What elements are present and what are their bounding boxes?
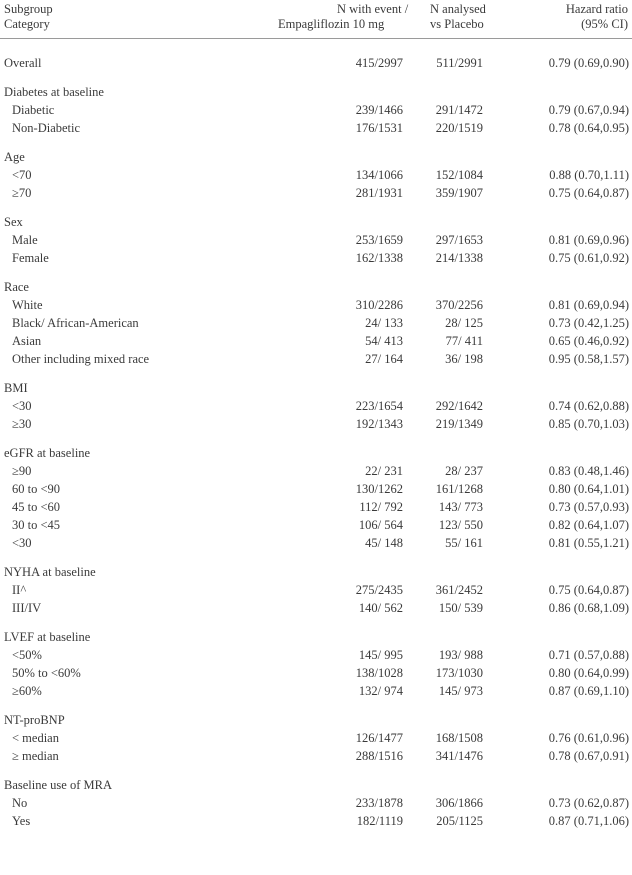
table-row xyxy=(0,480,632,498)
empagliflozin-value: 22/ 231 xyxy=(365,464,403,478)
row-label: ≥70 xyxy=(12,186,32,200)
hazard-ratio-value: 0.71 (0.57,0.88) xyxy=(548,648,629,662)
placebo-value: 28/ 237 xyxy=(445,464,483,478)
row-label: <30 xyxy=(12,536,32,550)
placebo-value: 214/1338 xyxy=(435,251,483,265)
table-row xyxy=(0,296,632,314)
table-row xyxy=(0,534,632,552)
group-spacer xyxy=(0,765,632,776)
subgroup-title: LVEF at baseline xyxy=(4,630,91,644)
hazard-ratio-value: 0.81 (0.69,0.96) xyxy=(548,233,629,247)
row-label: Male xyxy=(12,233,38,247)
empagliflozin-value: 140/ 562 xyxy=(358,601,403,615)
placebo-value: 306/1866 xyxy=(435,796,483,810)
row-label: ≥90 xyxy=(12,464,32,478)
hazard-ratio-value: 0.83 (0.48,1.46) xyxy=(548,464,629,478)
group-spacer xyxy=(0,433,632,444)
row-label: III/IV xyxy=(12,601,42,615)
row-label: Female xyxy=(12,251,49,265)
subgroup-title: Sex xyxy=(4,215,23,229)
placebo-value: 193/ 988 xyxy=(438,648,483,662)
row-label: Overall xyxy=(4,56,42,70)
hazard-ratio-value: 0.78 (0.64,0.95) xyxy=(548,121,629,135)
empagliflozin-value: 54/ 413 xyxy=(365,334,403,348)
table-row xyxy=(0,599,632,617)
group-spacer xyxy=(0,617,632,628)
header-analysed-label: N analysed xyxy=(430,2,486,16)
row-label: White xyxy=(12,298,43,312)
empagliflozin-value: 126/1477 xyxy=(355,731,403,745)
hazard-ratio-value: 0.82 (0.64,1.07) xyxy=(548,518,629,532)
hazard-ratio-value: 0.95 (0.58,1.57) xyxy=(548,352,629,366)
hazard-ratio-value: 0.81 (0.55,1.21) xyxy=(548,536,629,550)
placebo-value: 55/ 161 xyxy=(445,536,483,550)
subgroup-title: Race xyxy=(4,280,29,294)
group-spacer xyxy=(0,267,632,278)
table-row xyxy=(0,332,632,350)
table-body xyxy=(0,40,632,830)
placebo-value: 173/1030 xyxy=(435,666,483,680)
hazard-ratio-value: 0.75 (0.64,0.87) xyxy=(548,186,629,200)
hazard-ratio-value: 0.73 (0.62,0.87) xyxy=(548,796,629,810)
table-row-overall xyxy=(0,54,632,72)
subgroup-title: Age xyxy=(4,150,25,164)
table-row xyxy=(0,682,632,700)
table-row xyxy=(0,462,632,480)
placebo-value: 77/ 411 xyxy=(445,334,483,348)
row-label: Asian xyxy=(12,334,42,348)
hazard-ratio-value: 0.75 (0.61,0.92) xyxy=(548,251,629,265)
row-label: 60 to <90 xyxy=(12,482,61,496)
table-row xyxy=(0,184,632,202)
subgroup-title: BMI xyxy=(4,381,28,395)
placebo-value: 220/1519 xyxy=(435,121,483,135)
table-row xyxy=(0,415,632,433)
placebo-value: 150/ 539 xyxy=(438,601,483,615)
row-label: <30 xyxy=(12,399,32,413)
empagliflozin-value: 281/1931 xyxy=(355,186,403,200)
row-label: ≥ median xyxy=(12,749,59,763)
table-row xyxy=(0,812,632,830)
subgroup-title: eGFR at baseline xyxy=(4,446,91,460)
placebo-value: 143/ 773 xyxy=(438,500,483,514)
placebo-value: 145/ 973 xyxy=(438,684,483,698)
row-label: Diabetic xyxy=(12,103,55,117)
row-label: ≥30 xyxy=(12,417,32,431)
row-label: <70 xyxy=(12,168,32,182)
hazard-ratio-value: 0.78 (0.67,0.91) xyxy=(548,749,629,763)
hazard-ratio-value: 0.65 (0.46,0.92) xyxy=(548,334,629,348)
row-label: Non-Diabetic xyxy=(12,121,81,135)
placebo-value: 370/2256 xyxy=(435,298,483,312)
hazard-ratio-value: 0.87 (0.71,1.06) xyxy=(548,814,629,828)
empagliflozin-value: 27/ 164 xyxy=(365,352,403,366)
hazard-ratio-value: 0.80 (0.64,0.99) xyxy=(548,666,629,680)
subgroup-title: NT-proBNP xyxy=(4,713,65,727)
group-spacer xyxy=(0,202,632,213)
row-label: Yes xyxy=(12,814,31,828)
hazard-ratio-value: 0.86 (0.68,1.09) xyxy=(548,601,629,615)
hazard-ratio-value: 0.87 (0.69,1.10) xyxy=(548,684,629,698)
subgroup-list xyxy=(0,72,632,830)
row-label: Other including mixed race xyxy=(12,352,150,366)
table-row xyxy=(0,498,632,516)
header-ci-label: (95% CI) xyxy=(581,17,628,31)
header-events-label: N with event / xyxy=(337,2,409,16)
row-label: No xyxy=(12,796,28,810)
hazard-ratio-value: 0.73 (0.42,1.25) xyxy=(548,316,629,330)
empagliflozin-value: 132/ 974 xyxy=(358,684,403,698)
row-label: 45 to <60 xyxy=(12,500,61,514)
table-row xyxy=(0,646,632,664)
empagliflozin-value: 145/ 995 xyxy=(358,648,403,662)
table-row xyxy=(0,664,632,682)
subgroup-title: NYHA at baseline xyxy=(4,565,96,579)
placebo-value: 219/1349 xyxy=(435,417,483,431)
empagliflozin-value: 24/ 133 xyxy=(365,316,403,330)
header-empagliflozin-label: Empagliflozin 10 mg xyxy=(278,17,385,31)
header-subgroup xyxy=(4,2,53,32)
empagliflozin-value: 138/1028 xyxy=(355,666,403,680)
group-spacer xyxy=(0,137,632,148)
subgroup-title: Baseline use of MRA xyxy=(4,778,112,792)
table-row xyxy=(0,794,632,812)
group-spacer xyxy=(0,368,632,379)
header-subgroup-label: Subgroup xyxy=(4,2,53,16)
empagliflozin-value: 288/1516 xyxy=(355,749,403,763)
table-row xyxy=(0,231,632,249)
hazard-ratio-value: 0.80 (0.64,1.01) xyxy=(548,482,629,496)
hazard-ratio-value: 0.73 (0.57,0.93) xyxy=(548,500,629,514)
hazard-ratio-value: 0.85 (0.70,1.03) xyxy=(548,417,629,431)
placebo-value: 359/1907 xyxy=(435,186,483,200)
placebo-value: 28/ 125 xyxy=(445,316,483,330)
row-label: Black/ African-American xyxy=(12,316,139,330)
row-label: <50% xyxy=(12,648,42,662)
empagliflozin-value: 192/1343 xyxy=(355,417,403,431)
group-spacer xyxy=(0,700,632,711)
header-category-label: Category xyxy=(4,17,50,31)
empagliflozin-value: 112/ 792 xyxy=(359,500,403,514)
table-row xyxy=(0,350,632,368)
placebo-value: 36/ 198 xyxy=(445,352,483,366)
empagliflozin-value: 162/1338 xyxy=(355,251,403,265)
hazard-ratio-value: 0.81 (0.69,0.94) xyxy=(548,298,629,312)
subgroup-title: Diabetes at baseline xyxy=(4,85,104,99)
empagliflozin-value: 134/1066 xyxy=(355,168,403,182)
table-row xyxy=(0,101,632,119)
empagliflozin-value: 415/2997 xyxy=(355,56,403,70)
row-label: ≥60% xyxy=(12,684,42,698)
hazard-ratio-value: 0.75 (0.64,0.87) xyxy=(548,583,629,597)
placebo-value: 123/ 550 xyxy=(438,518,483,532)
placebo-value: 297/1653 xyxy=(435,233,483,247)
table-row xyxy=(0,314,632,332)
hazard-ratio-value: 0.76 (0.61,0.96) xyxy=(548,731,629,745)
hazard-ratio-value: 0.88 (0.70,1.11) xyxy=(549,168,629,182)
table-row xyxy=(0,119,632,137)
placebo-value: 292/1642 xyxy=(435,399,483,413)
empagliflozin-value: 239/1466 xyxy=(355,103,403,117)
placebo-value: 341/1476 xyxy=(435,749,483,763)
empagliflozin-value: 275/2435 xyxy=(355,583,403,597)
table-row xyxy=(0,729,632,747)
group-spacer xyxy=(0,552,632,563)
empagliflozin-value: 176/1531 xyxy=(355,121,403,135)
row-label: II^ xyxy=(12,583,27,597)
row-label: 50% to <60% xyxy=(12,666,81,680)
row-label: < median xyxy=(12,731,59,745)
group-spacer xyxy=(0,72,632,83)
hazard-ratio-value: 0.79 (0.69,0.90) xyxy=(548,56,629,70)
table-row xyxy=(0,581,632,599)
table-row xyxy=(0,249,632,267)
row-label: 30 to <45 xyxy=(12,518,61,532)
header-hazard-ratio xyxy=(520,2,628,32)
table-row xyxy=(0,166,632,184)
placebo-value: 511/2991 xyxy=(436,56,483,70)
empagliflozin-value: 106/ 564 xyxy=(358,518,403,532)
placebo-value: 205/1125 xyxy=(436,814,483,828)
header-hazard-ratio-label: Hazard ratio xyxy=(565,2,628,16)
hazard-ratio-value: 0.79 (0.67,0.94) xyxy=(548,103,629,117)
empagliflozin-value: 45/ 148 xyxy=(365,536,403,550)
table-row xyxy=(0,397,632,415)
empagliflozin-value: 182/1119 xyxy=(356,814,403,828)
placebo-value: 152/1084 xyxy=(435,168,483,182)
table-row xyxy=(0,516,632,534)
empagliflozin-value: 223/1654 xyxy=(355,399,403,413)
empagliflozin-value: 233/1878 xyxy=(355,796,403,810)
empagliflozin-value: 253/1659 xyxy=(355,233,403,247)
table-row xyxy=(0,747,632,765)
hazard-ratio-value: 0.74 (0.62,0.88) xyxy=(548,399,629,413)
placebo-value: 361/2452 xyxy=(435,583,483,597)
placebo-value: 161/1268 xyxy=(435,482,483,496)
header-placebo-label: vs Placebo xyxy=(430,17,484,31)
empagliflozin-value: 310/2286 xyxy=(355,298,403,312)
placebo-value: 168/1508 xyxy=(435,731,483,745)
placebo-value: 291/1472 xyxy=(435,103,483,117)
empagliflozin-value: 130/1262 xyxy=(355,482,403,496)
header-divider xyxy=(0,38,632,39)
